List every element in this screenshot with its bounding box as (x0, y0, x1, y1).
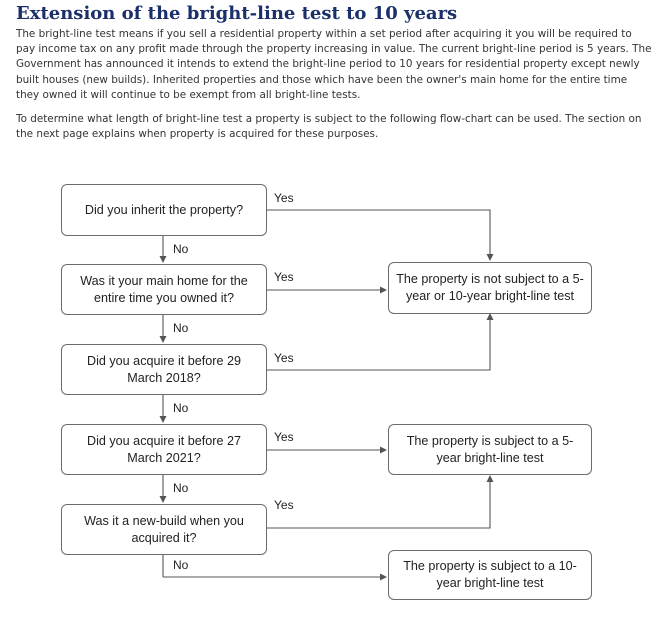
yes-arrow-3 (267, 314, 490, 370)
yes-label: Yes (274, 191, 294, 205)
no-label: No (173, 401, 189, 415)
yes-label: Yes (274, 270, 294, 284)
question-main-home: Was it your main home for the entire time you owned it? (61, 264, 267, 315)
no-label: No (173, 558, 189, 572)
intro-paragraph: The bright-line test means if you sell a residential property within a set period after acquiring it you will be required to pay income tax on any profit made through the property increasing in value. The current bright-line period is 5 years. The Government has announced it intends to extend the bright-line period to 10 years for residential property except newly built houses (new builds). Inherited properties and those which have been the owner's main home for the entire time they owned it will continue to be exempt from all bright-line tests. (16, 28, 652, 101)
outcome-10-year: The property is subject to a 10-year bright-line test (388, 550, 592, 600)
no-label: No (173, 321, 189, 335)
no-label: No (173, 481, 189, 495)
yes-arrow-5 (267, 476, 490, 528)
yes-label: Yes (274, 430, 294, 444)
question-inherit: Did you inherit the property? (61, 184, 267, 236)
yes-arrow-1 (267, 210, 490, 260)
no-label: No (173, 242, 189, 256)
yes-label: Yes (274, 498, 294, 512)
outcome-5-year: The property is subject to a 5-year bright-line test (388, 424, 592, 475)
question-before-2018: Did you acquire it before 29 March 2018? (61, 344, 267, 395)
question-before-2021: Did you acquire it before 27 March 2021? (61, 424, 267, 475)
yes-label: Yes (274, 351, 294, 365)
instruction-paragraph: To determine what length of bright-line test a property is subject to the following flow-chart can be used. The section on the next page explains when property is acquired for these purposes. (16, 113, 642, 141)
page-title: Extension of the bright-line test to 10 years (16, 3, 458, 24)
outcome-not-subject: The property is not subject to a 5-year or 10-year bright-line test (388, 262, 592, 314)
question-new-build: Was it a new-build when you acquired it? (61, 504, 267, 555)
